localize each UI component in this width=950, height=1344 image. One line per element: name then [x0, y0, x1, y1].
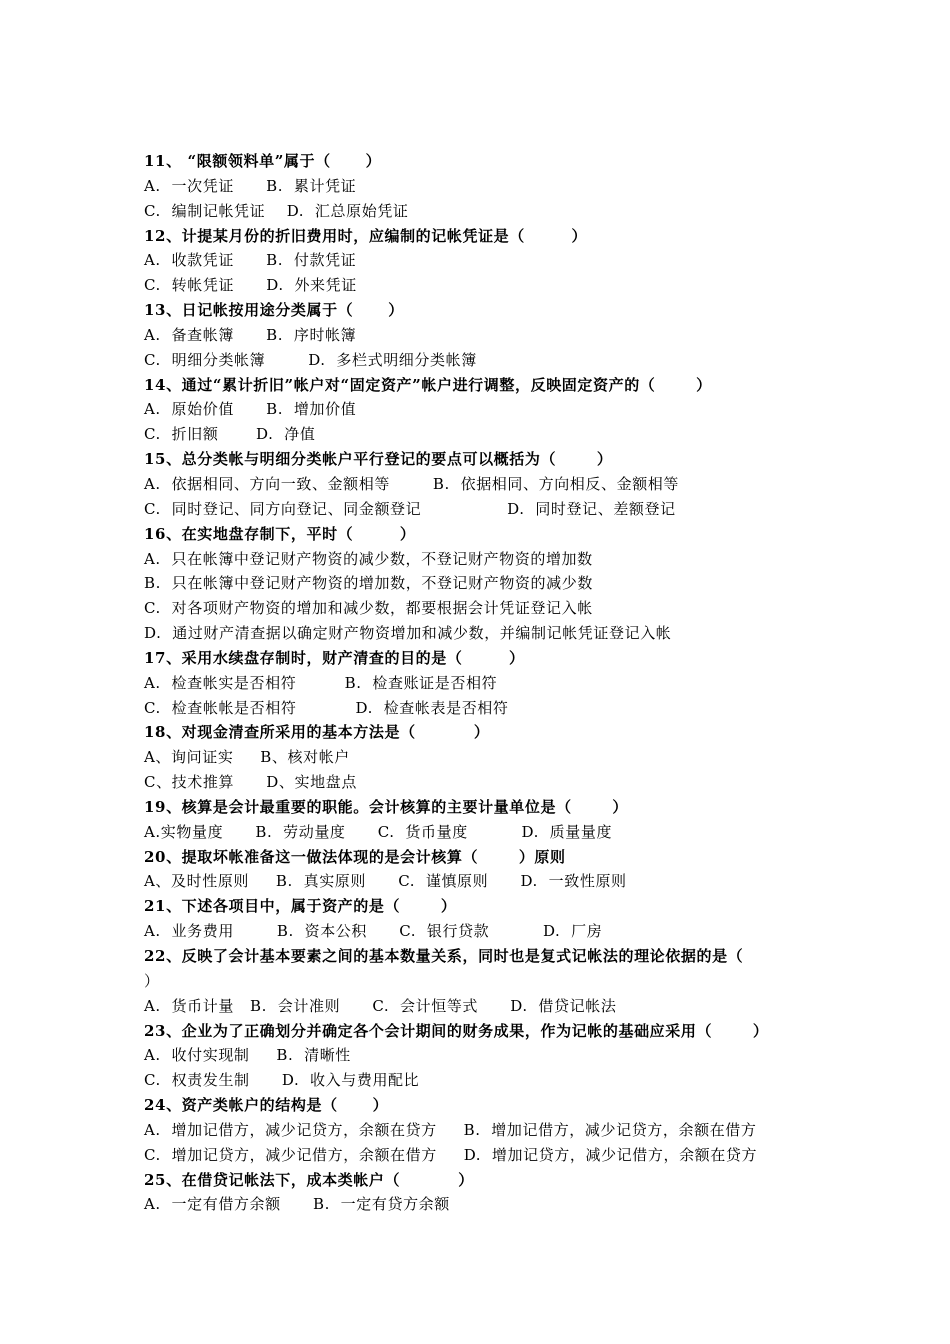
question-line: 24、资产类帐户的结构是（ ）: [144, 1096, 389, 1115]
question-line: 17、采用水续盘存制时，财产清查的目的是（ ）: [144, 648, 525, 667]
option-line: C. 权责发生制 D. 收入与费用配比: [144, 1071, 420, 1090]
option-line: C. 检查帐帐是否相符 D. 检查帐表是否相符: [144, 698, 509, 717]
option-line: C. 同时登记、同方向登记、同金额登记 D. 同时登记、差额登记: [144, 499, 676, 518]
question-line: 18、对现金清查所采用的基本方法是（ ）: [144, 723, 490, 742]
question-line: 20、提取坏帐准备这一做法体现的是会计核算（ ）原则: [144, 847, 566, 866]
option-line: C. 编制记帐凭证 D. 汇总原始凭证: [144, 201, 409, 220]
question-line: 12、计提某月份的折旧费用时，应编制的记帐凭证是（ ）: [144, 226, 588, 245]
option-line: A. 备查帐簿 B. 序时帐簿: [144, 325, 357, 344]
option-line: D. 通过财产清查据以确定财产物资增加和减少数，并编制记帐凭证登记入帐: [144, 624, 672, 643]
option-line: A、及时性原则 B. 真实原则 C. 谨慎原则 D. 一致性原则: [144, 872, 627, 891]
question-line: 23、企业为了正确划分并确定各个会计期间的财务成果，作为记帐的基础应采用（ ）: [144, 1021, 769, 1040]
option-line: A. 货币计量 B. 会计准则 C. 会计恒等式 D. 借贷记帐法: [144, 996, 617, 1015]
option-line: C. 明细分类帐簿 D. 多栏式明细分类帐簿: [144, 350, 477, 369]
option-line: A. 一定有借方余额 B. 一定有贷方余额: [144, 1195, 450, 1214]
question-line: 21、下述各项目中，属于资产的是（ ）: [144, 897, 457, 916]
option-line: A. 原始价值 B. 增加价值: [144, 400, 357, 419]
option-line: C. 增加记贷方，减少记借方，余额在借方 D. 增加记贷方，减少记借方，余额在贷方: [144, 1145, 758, 1164]
question-line: 16、在实地盘存制下，平时（ ）: [144, 524, 416, 543]
question-line: 25、在借贷记帐法下，成本类帐户（ ）: [144, 1170, 474, 1189]
option-line: A. 收付实现制 B. 清晰性: [144, 1046, 351, 1065]
option-line: C. 对各项财产物资的增加和减少数，都要根据会计凭证登记入帐: [144, 599, 593, 618]
option-line: C、技术推算 D、实地盘点: [144, 773, 357, 792]
option-line: A. 业务费用 B. 资本公积 C. 银行贷款 D. 厂房: [144, 922, 603, 941]
question-line: 15、总分类帐与明细分类帐户平行登记的要点可以概括为（ ）: [144, 450, 613, 469]
option-line: A. 一次凭证 B. 累计凭证: [144, 176, 357, 195]
option-line: A. 检查帐实是否相符 B. 检查账证是否相符: [144, 673, 498, 692]
question-line: 13、日记帐按用途分类属于（ ）: [144, 301, 404, 320]
question-line: 22、反映了会计基本要素之间的基本数量关系，同时也是复式记帐法的理论依据的是（: [144, 947, 744, 965]
question-line: 11、 “限额领料单”属于（ ）: [144, 152, 382, 170]
option-line: A、询问证实 B、核对帐户: [144, 748, 350, 767]
option-line: B. 只在帐簿中登记财产物资的增加数，不登记财产物资的减少数: [144, 574, 593, 593]
question-line: 14、通过“累计折旧”帐户对“固定资产”帐户进行调整，反映固定资产的（ ）: [144, 375, 712, 394]
option-line: C. 转帐凭证 D. 外来凭证: [144, 276, 357, 295]
option-line: A. 只在帐簿中登记财产物资的减少数，不登记财产物资的增加数: [144, 549, 593, 568]
option-line: A. 收款凭证 B. 付款凭证: [144, 251, 357, 270]
option-line: ）: [144, 971, 160, 990]
option-line: C. 折旧额 D. 净值: [144, 425, 316, 444]
option-line: A.实物量度 B. 劳动量度 C. 货币量度 D. 质量量度: [144, 822, 613, 841]
option-line: A. 依据相同、方向一致、金额相等 B. 依据相同、方向相反、金额相等: [144, 474, 680, 493]
question-line: 19、核算是会计最重要的职能。会计核算的主要计量单位是（ ）: [144, 797, 629, 816]
option-line: A. 增加记借方，减少记贷方，余额在贷方 B. 增加记借方，减少记贷方，余额在借方: [144, 1120, 757, 1139]
document-body: [144, 149, 824, 1217]
